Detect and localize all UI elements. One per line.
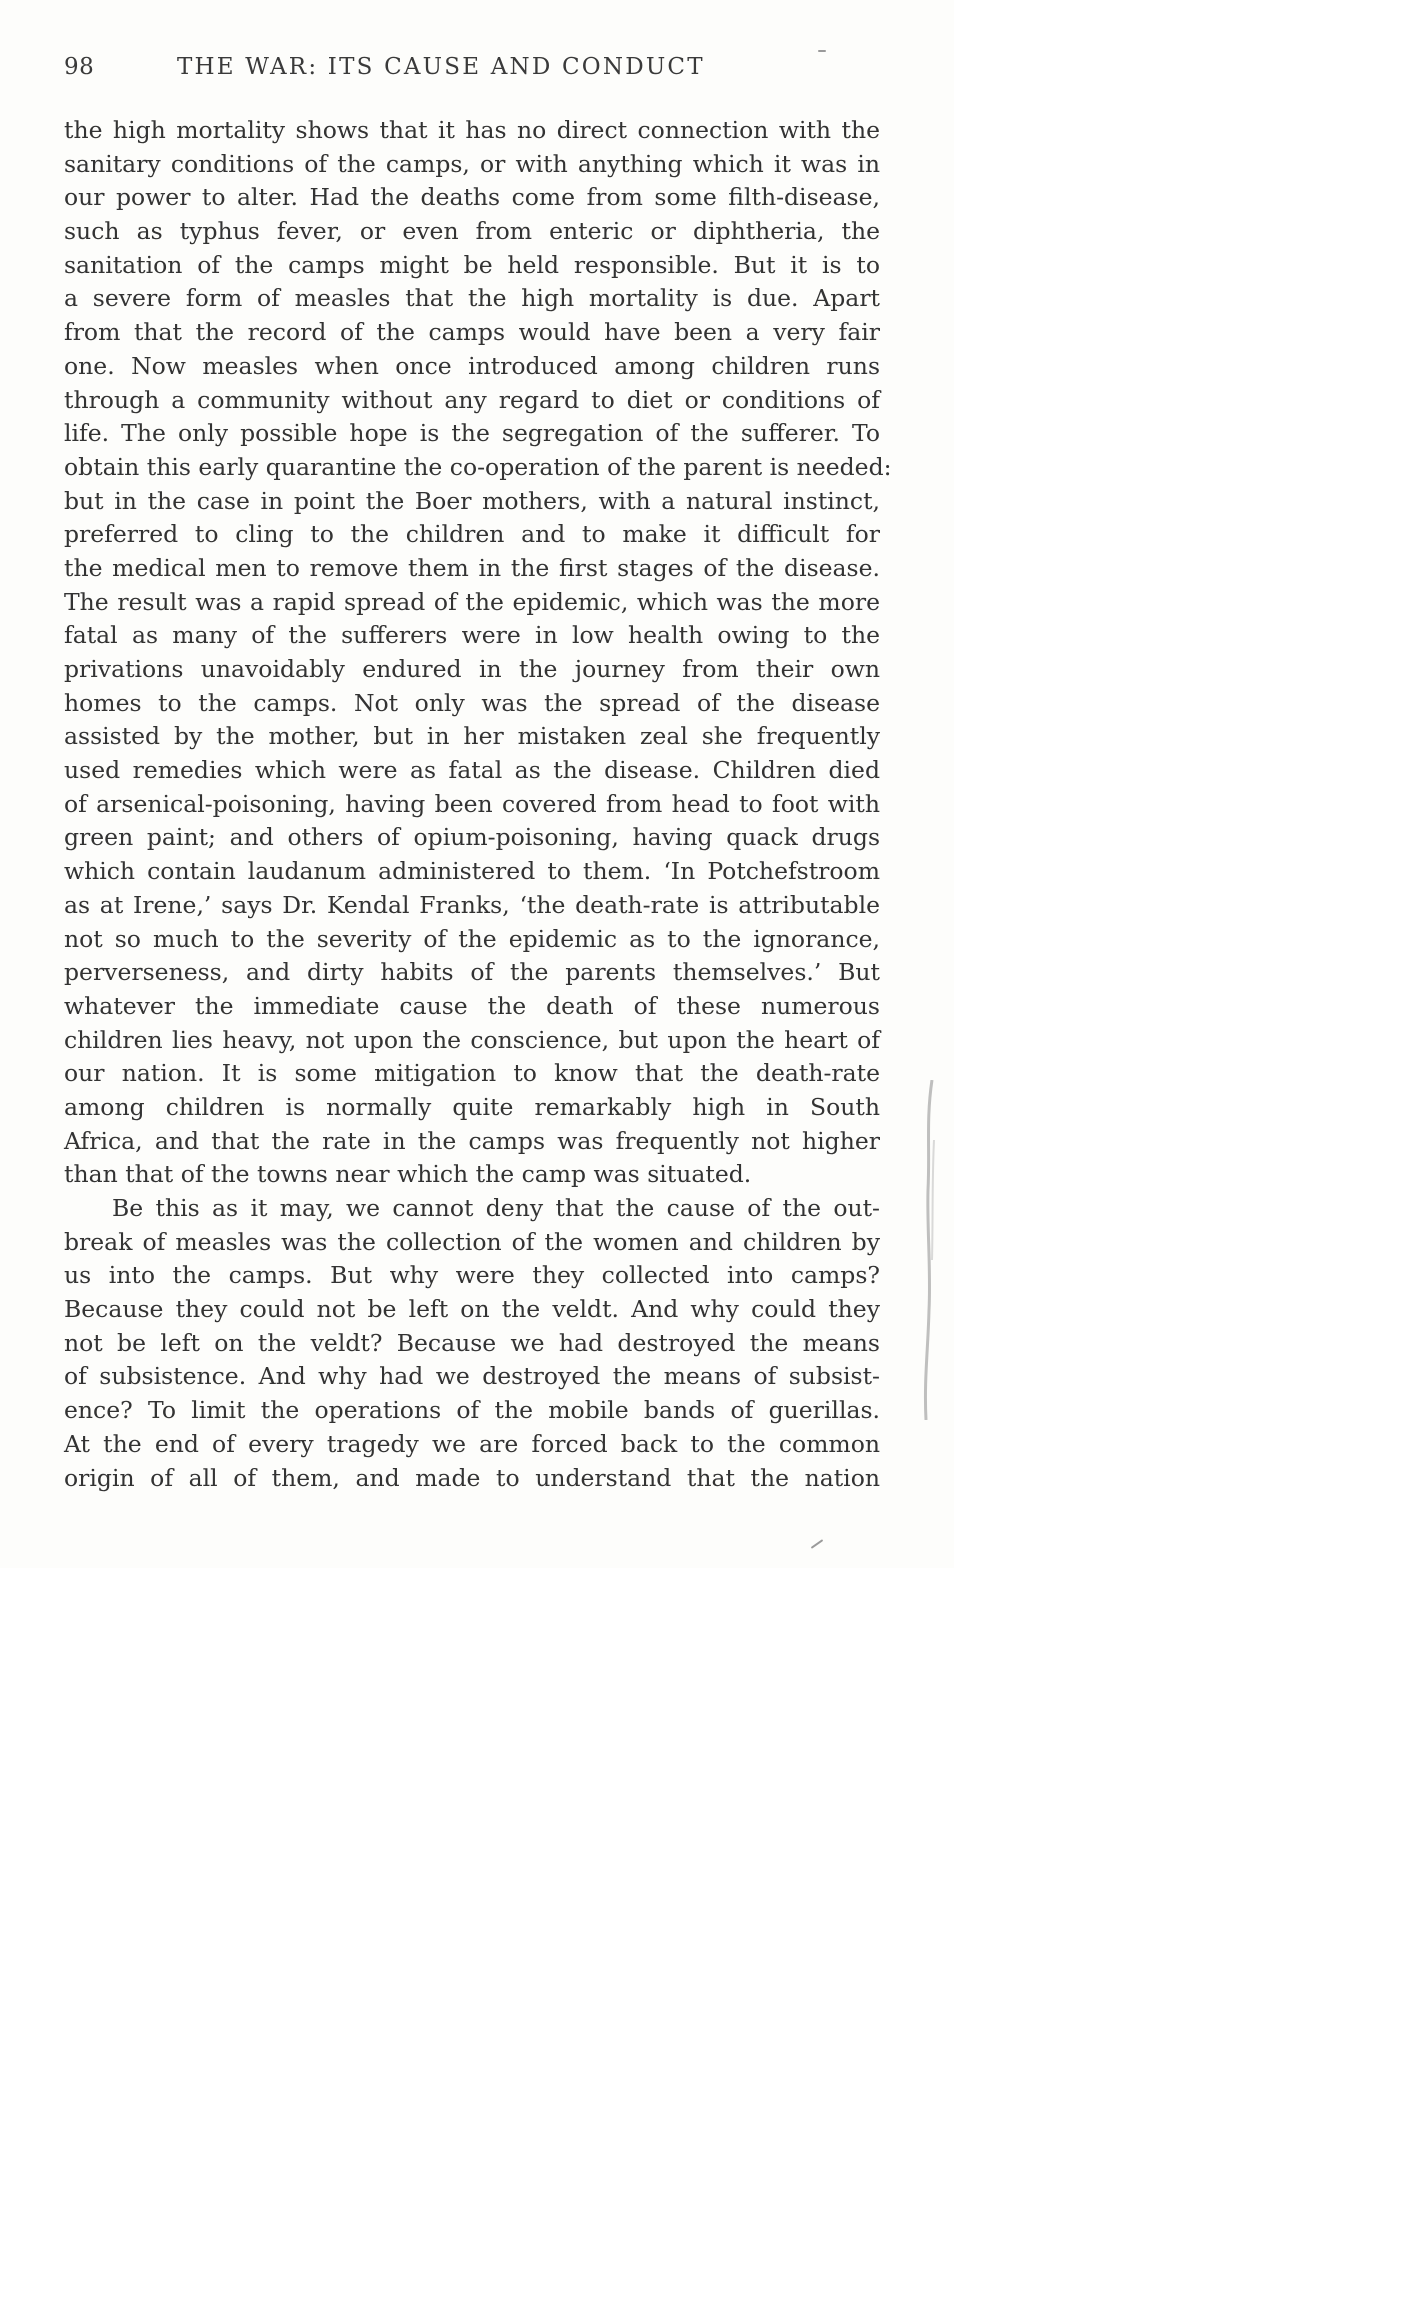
text-line: Because they could not be left on the veldt. And why could they — [64, 1295, 880, 1324]
text-line: of subsistence. And why had we destroyed the means of subsist- — [64, 1362, 880, 1391]
text-line: break of measles was the collection of the women and children by — [64, 1227, 880, 1256]
text-line: not be left on the veldt? Because we had destroyed the means — [64, 1328, 880, 1357]
text-line: origin of all of them, and made to understand that the nation — [64, 1463, 880, 1492]
text-line: from that the record of the camps would have been a very fair — [64, 318, 880, 347]
text-line: such as typhus fever, or even from enteric or diphtheria, the — [64, 217, 880, 246]
running-title: THE WAR: ITS CAUSE AND CONDUCT — [177, 54, 705, 80]
text-line: of arsenical-poisoning, having been covered from head to foot with — [64, 789, 880, 818]
book-page — [0, 0, 954, 1568]
page-speck — [811, 1539, 824, 1549]
text-line: as at Irene,’ says Dr. Kendal Franks, ‘the death-rate is attributable — [64, 890, 880, 919]
text-line: ence? To limit the operations of the mobile bands of guerillas. — [64, 1396, 880, 1425]
text-line: our power to alter. Had the deaths come from some filth-disease, — [64, 183, 880, 212]
text-line: The result was a rapid spread of the epidemic, which was the more — [64, 587, 880, 616]
text-line: obtain this early quarantine the co-operation of the parent is needed: — [64, 452, 892, 481]
text-line: through a community without any regard to diet or conditions of — [64, 385, 880, 414]
page-number: 98 — [64, 54, 95, 80]
margin-scan-mark — [918, 1080, 940, 1420]
text-line: Africa, and that the rate in the camps was frequently not higher — [64, 1126, 880, 1155]
text-line: At the end of every tragedy we are forced back to the common — [64, 1429, 880, 1458]
text-line: than that of the towns near which the camp was situated. — [64, 1160, 752, 1189]
text-line: us into the camps. But why were they collected into camps? — [64, 1261, 880, 1290]
text-line: whatever the immediate cause the death of these numerous — [64, 991, 880, 1020]
text-line: used remedies which were as fatal as the disease. Children died — [64, 756, 880, 785]
text-line: one. Now measles when once introduced among children runs — [64, 351, 880, 380]
text-line: not so much to the severity of the epidemic as to the ignorance, — [64, 924, 880, 953]
text-line: Be this as it may, we cannot deny that the cause of the out- — [112, 1194, 880, 1222]
text-line: assisted by the mother, but in her mistaken zeal she frequently — [64, 722, 880, 751]
text-line: sanitation of the camps might be held responsible. But it is to — [64, 250, 880, 279]
text-line: children lies heavy, not upon the conscience, but upon the heart of — [64, 1025, 880, 1054]
paragraph-1 — [64, 114, 892, 1192]
text-line: a severe form of measles that the high mortality is due. Apart — [64, 284, 880, 313]
text-line: which contain laudanum administered to them. ‘In Potchefstroom — [64, 857, 880, 886]
page-speck — [818, 50, 826, 52]
text-line: fatal as many of the sufferers were in low health owing to the — [64, 621, 880, 650]
text-line: preferred to cling to the children and to make it difficult for — [64, 520, 880, 549]
text-line: the high mortality shows that it has no direct connection with the — [64, 116, 880, 144]
text-line: life. The only possible hope is the segregation of the sufferer. To — [64, 419, 880, 448]
text-line: privations unavoidably endured in the journey from their own — [64, 655, 880, 683]
paragraph-2 — [64, 1192, 880, 1495]
text-line: but in the case in point the Boer mothers, with a natural instinct, — [64, 486, 880, 515]
page-header — [64, 54, 880, 90]
text-line: perverseness, and dirty habits of the parents themselves.’ But — [64, 958, 880, 987]
body-text — [64, 114, 892, 1495]
text-line: our nation. It is some mitigation to know that the death-rate — [64, 1059, 880, 1088]
text-line: among children is normally quite remarkably high in South — [64, 1092, 880, 1121]
text-line: green paint; and others of opium-poisoning, having quack drugs — [64, 823, 880, 852]
text-line: sanitary conditions of the camps, or with anything which it was in — [64, 149, 880, 178]
text-line: homes to the camps. Not only was the spread of the disease — [64, 688, 880, 717]
text-line: the medical men to remove them in the first stages of the disease. — [64, 553, 880, 582]
